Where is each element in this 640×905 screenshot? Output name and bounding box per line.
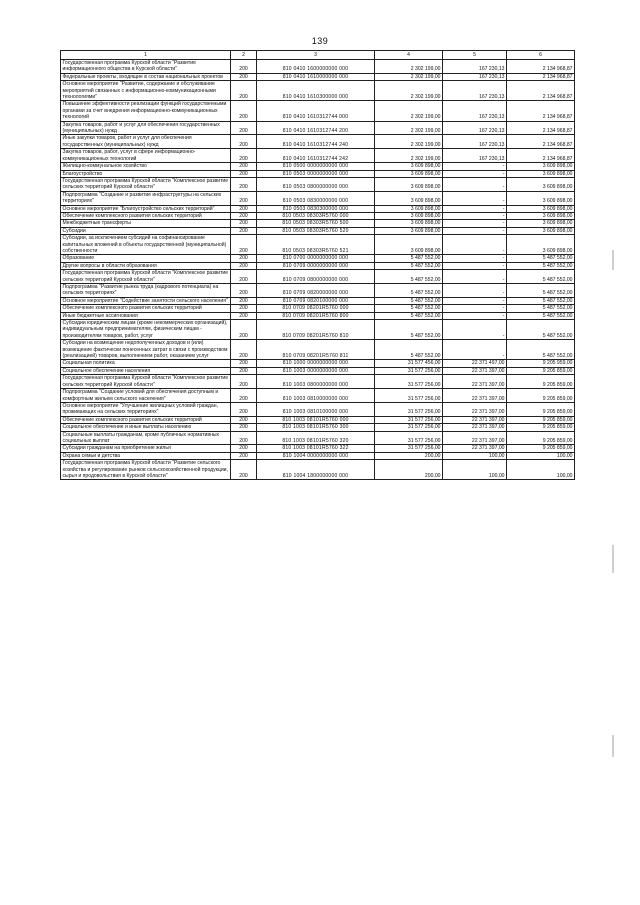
- row-amount-3-cell: 5 487 552,00: [507, 305, 575, 312]
- row-amount-2-cell: 22 371 397,00: [443, 445, 507, 452]
- table-row: [61, 73, 575, 80]
- table-row: [61, 262, 575, 269]
- row-amount-3-cell: 5 487 552,00: [507, 284, 575, 298]
- row-ministry-code-cell: 200: [231, 220, 257, 227]
- table-row: [61, 445, 575, 452]
- row-name-cell: Государственная программа Курской области "Комплексное развитие сельских территорий Курской области": [61, 375, 231, 389]
- table-row: [61, 460, 575, 480]
- row-amount-3-cell: 3 609 898,00: [507, 163, 575, 170]
- row-name-cell: Иные бюджетные ассигнования: [61, 312, 231, 319]
- header-cell-code: 3: [257, 51, 375, 60]
- row-amount-3-cell: 2 134 968,87: [507, 121, 575, 135]
- row-amount-2-cell: -: [443, 270, 507, 284]
- row-amount-3-cell: 3 609 898,00: [507, 220, 575, 227]
- table-row: [61, 305, 575, 312]
- row-name-cell: Повышение эффективности реализации функций государственными органами за счет внедрения информационно-коммуникационных технологий: [61, 101, 231, 121]
- row-amount-3-cell: 9 205 859,00: [507, 445, 575, 452]
- row-classification-code-cell: 810 0700 0000000000 000: [257, 255, 375, 262]
- row-amount-3-cell: 9 205 859,00: [507, 375, 575, 389]
- scan-edge-mark: [612, 250, 614, 270]
- row-amount-3-cell: 2 134 968,87: [507, 60, 575, 74]
- table-row: [61, 170, 575, 177]
- row-amount-2-cell: 22 371 397,00: [443, 424, 507, 431]
- row-amount-3-cell: 2 134 968,87: [507, 81, 575, 101]
- row-name-cell: Социальное обеспечение населения: [61, 367, 231, 374]
- header-cell-value-1: 4: [375, 51, 443, 60]
- row-amount-1-cell: 3 609 898,00: [375, 235, 443, 255]
- row-amount-2-cell: 100,00: [443, 452, 507, 459]
- row-name-cell: Государственная программа Курской области "Комплексное развитие сельских территорий Курской области": [61, 270, 231, 284]
- row-classification-code-cell: 810 0709 08201R5760 811: [257, 340, 375, 360]
- row-name-cell: Подпрограмма "Создание и развитие инфраструктуры на сельских территориях": [61, 191, 231, 205]
- row-amount-1-cell: 31 577 456,00: [375, 360, 443, 367]
- row-ministry-code-cell: 200: [231, 163, 257, 170]
- row-amount-3-cell: 5 487 552,00: [507, 312, 575, 319]
- row-amount-2-cell: -: [443, 235, 507, 255]
- page-number: 139: [311, 36, 329, 46]
- row-name-cell: Охрана семьи и детства: [61, 452, 231, 459]
- row-amount-1-cell: 3 609 898,00: [375, 163, 443, 170]
- row-amount-2-cell: -: [443, 262, 507, 269]
- row-name-cell: Федеральные проекты, входящие в состав национальных проектов: [61, 73, 231, 80]
- row-amount-2-cell: -: [443, 255, 507, 262]
- row-amount-1-cell: 5 487 552,00: [375, 305, 443, 312]
- table-row: [61, 284, 575, 298]
- row-amount-3-cell: 9 205 859,00: [507, 402, 575, 416]
- row-ministry-code-cell: 200: [231, 320, 257, 340]
- table-row: [61, 452, 575, 459]
- row-amount-3-cell: 5 487 552,00: [507, 297, 575, 304]
- row-name-cell: Субсидии юридическим лицам (кроме некоммерческих организаций), индивидуальным предпринимателям, физическим лицам - производителям товаров, работ, услуг: [61, 320, 231, 340]
- row-amount-2-cell: -: [443, 227, 507, 234]
- row-classification-code-cell: 810 0500 0000000000 000: [257, 163, 375, 170]
- row-name-cell: Обеспечение комплексного развития сельских территорий: [61, 212, 231, 219]
- row-ministry-code-cell: 200: [231, 445, 257, 452]
- row-amount-1-cell: 31 577 256,00: [375, 424, 443, 431]
- row-ministry-code-cell: 200: [231, 235, 257, 255]
- row-amount-1-cell: 2 302 199,00: [375, 60, 443, 74]
- row-amount-1-cell: 31 577 256,00: [375, 431, 443, 445]
- scan-edge-mark: [612, 545, 614, 573]
- row-amount-3-cell: 9 205 859,00: [507, 367, 575, 374]
- row-ministry-code-cell: 200: [231, 121, 257, 135]
- row-ministry-code-cell: 200: [231, 73, 257, 80]
- row-ministry-code-cell: 200: [231, 431, 257, 445]
- row-ministry-code-cell: 200: [231, 360, 257, 367]
- row-amount-3-cell: 5 487 552,00: [507, 270, 575, 284]
- table-row: [61, 416, 575, 423]
- row-amount-2-cell: -: [443, 320, 507, 340]
- row-amount-2-cell: -: [443, 340, 507, 360]
- row-amount-3-cell: 5 487 552,00: [507, 340, 575, 360]
- header-cell-value-2: 5: [443, 51, 507, 60]
- table-row: [61, 60, 575, 74]
- row-amount-2-cell: 22 371 397,00: [443, 389, 507, 403]
- row-amount-3-cell: 2 134 968,87: [507, 135, 575, 149]
- row-ministry-code-cell: 200: [231, 149, 257, 163]
- row-name-cell: Закупка товаров, работ, услуг в сфере информационно-коммуникационных технологий: [61, 149, 231, 163]
- row-classification-code-cell: 810 1000 0000000000 000: [257, 360, 375, 367]
- row-name-cell: Основное мероприятие "Развитие, содержание и обслуживание мероприятий связанных с информационно-коммуникационными технологиями": [61, 81, 231, 101]
- row-ministry-code-cell: 200: [231, 262, 257, 269]
- row-amount-3-cell: 9 205 959,00: [507, 360, 575, 367]
- row-amount-2-cell: -: [443, 297, 507, 304]
- row-amount-1-cell: 5 487 552,00: [375, 312, 443, 319]
- row-ministry-code-cell: 200: [231, 284, 257, 298]
- table-row: [61, 255, 575, 262]
- row-ministry-code-cell: 200: [231, 424, 257, 431]
- row-classification-code-cell: 810 0709 0000000000 000: [257, 262, 375, 269]
- row-amount-1-cell: 5 487 552,00: [375, 270, 443, 284]
- row-ministry-code-cell: 200: [231, 305, 257, 312]
- row-amount-2-cell: -: [443, 191, 507, 205]
- row-amount-2-cell: 167 230,13: [443, 149, 507, 163]
- row-ministry-code-cell: 200: [231, 389, 257, 403]
- row-amount-2-cell: 167 230,13: [443, 73, 507, 80]
- row-ministry-code-cell: 200: [231, 270, 257, 284]
- row-ministry-code-cell: 200: [231, 297, 257, 304]
- row-name-cell: Жилищно-коммунальное хозяйство: [61, 163, 231, 170]
- row-amount-3-cell: 9 205 859,00: [507, 431, 575, 445]
- row-amount-3-cell: 3 609 898,00: [507, 170, 575, 177]
- row-amount-1-cell: 3 609 898,00: [375, 191, 443, 205]
- table-row: [61, 297, 575, 304]
- row-amount-1-cell: 31 577 256,00: [375, 389, 443, 403]
- row-ministry-code-cell: 200: [231, 416, 257, 423]
- row-amount-2-cell: -: [443, 177, 507, 191]
- row-classification-code-cell: 810 1003 0800000000 000: [257, 375, 375, 389]
- row-ministry-code-cell: 200: [231, 135, 257, 149]
- table-row: [61, 101, 575, 121]
- row-classification-code-cell: 810 1003 08101R5760 300: [257, 424, 375, 431]
- header-row: [61, 51, 575, 60]
- table-row: [61, 312, 575, 319]
- row-name-cell: Социальные выплаты гражданам, кроме публичных нормативных социальных выплат: [61, 431, 231, 445]
- row-name-cell: Социальная политика: [61, 360, 231, 367]
- row-amount-3-cell: 9 205 859,00: [507, 424, 575, 431]
- row-ministry-code-cell: 200: [231, 81, 257, 101]
- row-amount-1-cell: 5 487 552,00: [375, 320, 443, 340]
- row-classification-code-cell: 810 0503 08303R5760 521: [257, 235, 375, 255]
- row-amount-2-cell: -: [443, 212, 507, 219]
- row-classification-code-cell: 810 0410 1610312744 200: [257, 121, 375, 135]
- row-name-cell: Основное мероприятие "Содействие занятости сельского населения": [61, 297, 231, 304]
- row-classification-code-cell: 810 0503 0800000000 000: [257, 177, 375, 191]
- table-row: [61, 340, 575, 360]
- row-amount-1-cell: 2 302 199,00: [375, 149, 443, 163]
- row-amount-2-cell: 22 371 397,00: [443, 402, 507, 416]
- row-amount-1-cell: 3 609 898,00: [375, 227, 443, 234]
- row-name-cell: Субсидии на возмещение недополученных доходов и (или) возмещение фактически понесенных затрат в связи с производством (реализацией) товаров, выполнением работ, оказанием услуг: [61, 340, 231, 360]
- row-amount-1-cell: 5 487 552,00: [375, 255, 443, 262]
- row-classification-code-cell: 810 1003 0000000000 000: [257, 367, 375, 374]
- row-amount-3-cell: 5 487 552,00: [507, 262, 575, 269]
- row-amount-2-cell: 167 230,13: [443, 81, 507, 101]
- row-name-cell: Социальное обеспечение и иные выплаты населению: [61, 424, 231, 431]
- row-amount-2-cell: -: [443, 163, 507, 170]
- table-row: [61, 163, 575, 170]
- table-row: [61, 270, 575, 284]
- row-ministry-code-cell: 200: [231, 367, 257, 374]
- table-row: [61, 220, 575, 227]
- row-amount-2-cell: -: [443, 170, 507, 177]
- row-amount-1-cell: 5 487 552,00: [375, 284, 443, 298]
- table-row: [61, 375, 575, 389]
- row-ministry-code-cell: 200: [231, 191, 257, 205]
- row-classification-code-cell: 810 0709 0800000000 000: [257, 270, 375, 284]
- row-classification-code-cell: 810 0709 08201R5760 800: [257, 312, 375, 319]
- row-name-cell: Благоустройство: [61, 170, 231, 177]
- row-amount-3-cell: 3 609 898,00: [507, 191, 575, 205]
- row-amount-2-cell: -: [443, 305, 507, 312]
- row-ministry-code-cell: 200: [231, 375, 257, 389]
- row-classification-code-cell: 810 1003 08101R5760 322: [257, 445, 375, 452]
- row-amount-1-cell: 2 302 199,00: [375, 101, 443, 121]
- row-amount-3-cell: 100,00: [507, 452, 575, 459]
- row-classification-code-cell: 810 0503 0830300000 000: [257, 205, 375, 212]
- row-amount-1-cell: 2 302 199,00: [375, 73, 443, 80]
- table-row: [61, 424, 575, 431]
- row-classification-code-cell: 810 0503 08303R5760 000: [257, 212, 375, 219]
- row-ministry-code-cell: 200: [231, 255, 257, 262]
- row-amount-3-cell: 100,00: [507, 460, 575, 480]
- row-amount-1-cell: 3 609 898,00: [375, 177, 443, 191]
- row-name-cell: Субсидии гражданам на приобретение жилья: [61, 445, 231, 452]
- table-row: [61, 149, 575, 163]
- row-amount-1-cell: 3 609 898,00: [375, 205, 443, 212]
- row-classification-code-cell: 810 0410 1600000000 000: [257, 60, 375, 74]
- table-row: [61, 177, 575, 191]
- row-amount-2-cell: 167 230,13: [443, 121, 507, 135]
- row-amount-2-cell: 167 230,13: [443, 60, 507, 74]
- budget-table: [60, 50, 575, 480]
- row-name-cell: Обеспечение комплексного развития сельских территорий: [61, 416, 231, 423]
- row-ministry-code-cell: 200: [231, 402, 257, 416]
- row-amount-1-cell: 31 577 256,00: [375, 402, 443, 416]
- row-amount-2-cell: 22 371 397,00: [443, 416, 507, 423]
- header-cell-name: 1: [61, 51, 231, 60]
- row-name-cell: Государственная программа Курской области "Комплексное развитие сельских территорий Курской области": [61, 177, 231, 191]
- row-classification-code-cell: 810 0503 0830000000 000: [257, 191, 375, 205]
- row-amount-1-cell: 3 609 898,00: [375, 220, 443, 227]
- table-row: [61, 235, 575, 255]
- row-amount-3-cell: 3 609 898,00: [507, 177, 575, 191]
- row-classification-code-cell: 810 1003 0810100000 000: [257, 402, 375, 416]
- row-name-cell: Закупка товаров, работ и услуг для обеспечения государственных (муниципальных) нужд: [61, 121, 231, 135]
- row-amount-2-cell: 22 371 397,00: [443, 367, 507, 374]
- table-row: [61, 389, 575, 403]
- row-amount-3-cell: 3 609 898,00: [507, 235, 575, 255]
- row-classification-code-cell: 810 0709 0820100000 000: [257, 297, 375, 304]
- row-amount-2-cell: 22 371 397,00: [443, 375, 507, 389]
- row-name-cell: Подпрограмма "Развитие рынка труда (кадрового потенциала) на сельских территориях": [61, 284, 231, 298]
- row-ministry-code-cell: 200: [231, 452, 257, 459]
- row-ministry-code-cell: 200: [231, 312, 257, 319]
- row-ministry-code-cell: 200: [231, 177, 257, 191]
- budget-sheet: [60, 50, 574, 480]
- row-amount-1-cell: 3 609 898,00: [375, 212, 443, 219]
- scan-edge-mark: [612, 735, 614, 757]
- row-classification-code-cell: 810 0503 08303R5760 500: [257, 220, 375, 227]
- row-amount-1-cell: 5 487 552,00: [375, 262, 443, 269]
- row-classification-code-cell: 810 0410 1610000000 000: [257, 73, 375, 80]
- row-amount-2-cell: -: [443, 312, 507, 319]
- row-amount-1-cell: 2 302 199,00: [375, 121, 443, 135]
- row-name-cell: Межбюджетные трансферты: [61, 220, 231, 227]
- row-ministry-code-cell: 200: [231, 170, 257, 177]
- header-cell-value-3: 6: [507, 51, 575, 60]
- row-amount-2-cell: -: [443, 205, 507, 212]
- row-classification-code-cell: 810 1003 08101R5760 000: [257, 416, 375, 423]
- table-row: [61, 367, 575, 374]
- row-ministry-code-cell: 200: [231, 101, 257, 121]
- table-row: [61, 320, 575, 340]
- table-row: [61, 205, 575, 212]
- row-amount-2-cell: 100,00: [443, 460, 507, 480]
- row-amount-3-cell: 2 134 968,87: [507, 73, 575, 80]
- row-classification-code-cell: 810 0709 0820000000 000: [257, 284, 375, 298]
- row-amount-1-cell: 31 577 256,00: [375, 367, 443, 374]
- table-row: [61, 431, 575, 445]
- row-amount-2-cell: 22 371 497,00: [443, 360, 507, 367]
- row-classification-code-cell: 810 0709 08201R5760 810: [257, 320, 375, 340]
- table-row: [61, 402, 575, 416]
- table-row: [61, 121, 575, 135]
- row-name-cell: Подпрограмма "Создание условий для обеспечения доступным и комфортным жильем сельского населения": [61, 389, 231, 403]
- row-classification-code-cell: 810 1003 0810000000 000: [257, 389, 375, 403]
- row-amount-2-cell: 22 371 397,00: [443, 431, 507, 445]
- row-amount-2-cell: 167 230,13: [443, 135, 507, 149]
- row-name-cell: Иные закупки товаров, работ и услуг для обеспечения государственных (муниципальных) нужд: [61, 135, 231, 149]
- row-name-cell: Другие вопросы в области образования: [61, 262, 231, 269]
- row-classification-code-cell: 810 0410 1610312744 240: [257, 135, 375, 149]
- row-amount-1-cell: 5 487 552,00: [375, 340, 443, 360]
- row-amount-3-cell: 3 609 898,00: [507, 205, 575, 212]
- row-classification-code-cell: 810 1004 1800000000 000: [257, 460, 375, 480]
- row-ministry-code-cell: 200: [231, 460, 257, 480]
- header-cell-min: 2: [231, 51, 257, 60]
- row-classification-code-cell: 810 0709 08201R5760 000: [257, 305, 375, 312]
- row-amount-1-cell: 5 487 552,00: [375, 297, 443, 304]
- row-amount-2-cell: -: [443, 220, 507, 227]
- row-ministry-code-cell: 200: [231, 340, 257, 360]
- table-row: [61, 227, 575, 234]
- row-name-cell: Государственная программа Курской области "Развитие информационного общества в Курской области": [61, 60, 231, 74]
- row-name-cell: Образование: [61, 255, 231, 262]
- row-amount-1-cell: 31 577 256,00: [375, 445, 443, 452]
- row-amount-1-cell: 2 302 199,00: [375, 135, 443, 149]
- row-amount-3-cell: 3 609 898,00: [507, 212, 575, 219]
- row-name-cell: Субсидии, за исключением субсидий на софинансирование капитальных вложений в объекты государственной (муниципальной) собственности: [61, 235, 231, 255]
- row-amount-3-cell: 5 487 552,00: [507, 320, 575, 340]
- row-amount-1-cell: 2 302 199,00: [375, 81, 443, 101]
- row-ministry-code-cell: 200: [231, 205, 257, 212]
- row-amount-1-cell: 200,00: [375, 452, 443, 459]
- row-classification-code-cell: 810 0503 0000000000 000: [257, 170, 375, 177]
- row-classification-code-cell: 810 0503 08303R5760 520: [257, 227, 375, 234]
- row-classification-code-cell: 810 1003 08101R5760 320: [257, 431, 375, 445]
- table-row: [61, 191, 575, 205]
- row-classification-code-cell: 810 0410 1610312744 242: [257, 149, 375, 163]
- row-name-cell: Основное мероприятие "Благоустройство сельских территорий": [61, 205, 231, 212]
- row-amount-3-cell: 9 205 859,00: [507, 389, 575, 403]
- table-row: [61, 360, 575, 367]
- row-classification-code-cell: 810 0410 1610312744 000: [257, 101, 375, 121]
- row-amount-2-cell: -: [443, 284, 507, 298]
- row-ministry-code-cell: 200: [231, 212, 257, 219]
- row-amount-3-cell: 2 134 968,87: [507, 149, 575, 163]
- row-name-cell: Государственная программа Курской области "Развитие сельского хозяйства и регулирование рынков сельскохозяйственной продукции, сырья и продовольствия в Курской области": [61, 460, 231, 480]
- row-amount-1-cell: 31 577 256,00: [375, 416, 443, 423]
- row-name-cell: Обеспечение комплексного развития сельских территорий: [61, 305, 231, 312]
- row-classification-code-cell: 810 0410 1610300000 000: [257, 81, 375, 101]
- table-body: [61, 60, 575, 480]
- row-amount-3-cell: 3 609 898,00: [507, 227, 575, 234]
- row-amount-3-cell: 5 487 552,00: [507, 255, 575, 262]
- row-amount-1-cell: 3 609 898,00: [375, 170, 443, 177]
- row-name-cell: Основное мероприятие "Улучшение жилищных условий граждан, проживающих на сельских территориях": [61, 402, 231, 416]
- row-amount-1-cell: 200,00: [375, 460, 443, 480]
- table-row: [61, 212, 575, 219]
- row-ministry-code-cell: 200: [231, 227, 257, 234]
- row-amount-3-cell: 2 134 968,87: [507, 101, 575, 121]
- row-ministry-code-cell: 200: [231, 60, 257, 74]
- row-amount-2-cell: 167 230,13: [443, 101, 507, 121]
- table-row: [61, 81, 575, 101]
- row-amount-3-cell: 9 205 859,00: [507, 416, 575, 423]
- table-row: [61, 135, 575, 149]
- row-amount-1-cell: 31 577 256,00: [375, 375, 443, 389]
- row-name-cell: Субсидии: [61, 227, 231, 234]
- row-classification-code-cell: 810 1004 0000000000 000: [257, 452, 375, 459]
